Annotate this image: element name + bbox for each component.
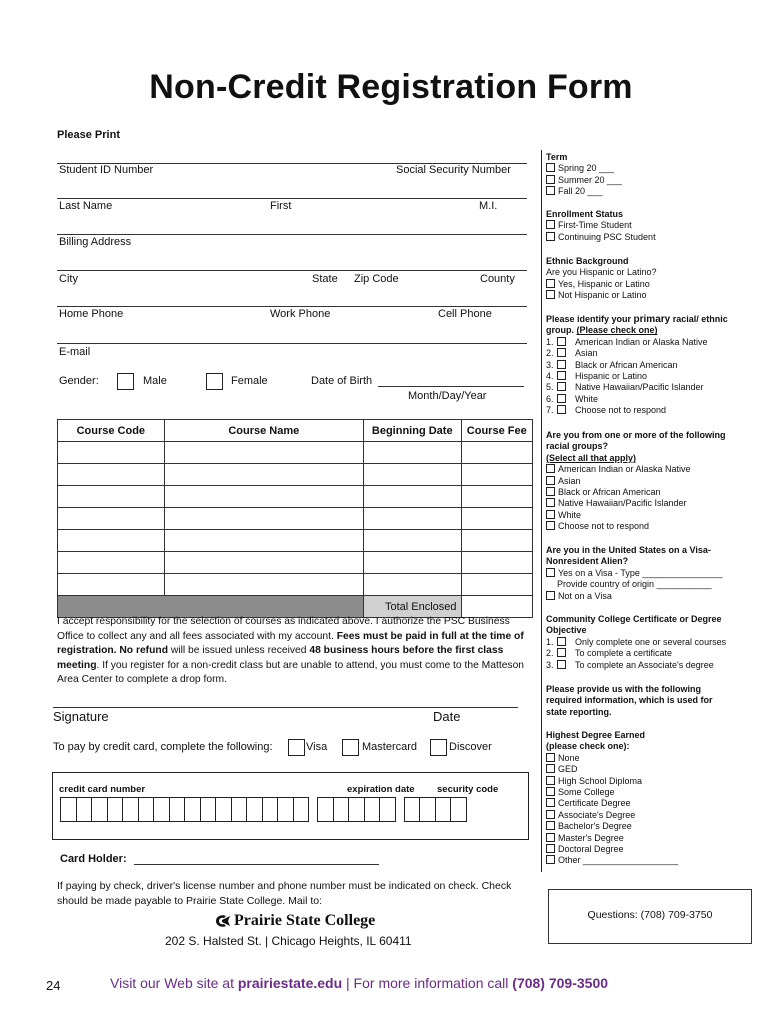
list-item[interactable] bbox=[546, 163, 746, 174]
checkbox-label: American Indian or Alaska Native bbox=[558, 464, 691, 475]
visa-section: Are you in the United States on a Visa-Nonresident Alien? Yes on a Visa - Type ________________ Provide country of origin ___________ Not on a Visa bbox=[546, 545, 723, 601]
dob-format-label: Month/Day/Year bbox=[408, 390, 487, 402]
list-item[interactable] bbox=[546, 371, 736, 382]
female-checkbox[interactable] bbox=[206, 373, 223, 390]
gender-label: Gender: bbox=[59, 375, 99, 387]
item-number: 1. bbox=[546, 636, 554, 647]
visa-checkbox[interactable] bbox=[288, 739, 305, 756]
checkbox[interactable] bbox=[546, 510, 555, 519]
item-number: 4. bbox=[546, 371, 554, 382]
list-item[interactable] bbox=[546, 637, 731, 648]
last-name-label: Last Name bbox=[59, 200, 113, 212]
discover-label: Discover bbox=[449, 741, 492, 753]
list-item[interactable] bbox=[546, 821, 746, 832]
date-label: Date bbox=[433, 709, 461, 724]
mi-label: M.I. bbox=[479, 200, 498, 212]
checkbox-label: Black or African American bbox=[558, 487, 661, 498]
list-item[interactable] bbox=[546, 348, 736, 359]
list-item[interactable] bbox=[546, 810, 746, 821]
checkbox-label: Asian bbox=[575, 348, 598, 359]
agreement-text: I accept responsibility for the selection of courses as indicated above. I authorize the PSC Business Office to collect any and all fees associated with my account. Fees must be paid in full at the time of registration. No refund will be issued unless received 48 business hours before the first class meeting. If you register for a non-credit class but are unable to attend, you must come to the Matteson Area Center to complete a drop form. bbox=[57, 616, 525, 686]
list-item[interactable] bbox=[546, 787, 746, 798]
list-item[interactable] bbox=[546, 382, 736, 393]
email-line[interactable] bbox=[57, 343, 527, 344]
course-fee-header: Course Fee bbox=[461, 420, 532, 442]
checkbox[interactable] bbox=[557, 337, 566, 346]
mastercard-checkbox[interactable] bbox=[342, 739, 359, 756]
ethnic-section: Ethnic Background Are you Hispanic or Latino? Yes, Hispanic or Latino Not Hispanic or Latino bbox=[546, 256, 746, 302]
cc-number-input[interactable] bbox=[60, 797, 466, 822]
security-code-label: security code bbox=[437, 784, 499, 795]
list-item[interactable] bbox=[546, 279, 746, 290]
checkbox-label: Asian bbox=[558, 475, 581, 486]
list-item[interactable] bbox=[546, 833, 746, 844]
expiration-label: expiration date bbox=[347, 784, 415, 795]
enrollment-section: Enrollment Status First-Time Student Continuing PSC Student bbox=[546, 209, 746, 243]
primary-race-section: Please identify your primary racial/ ethnic group. (Please check one) 1. American Indian or Alaska Native 2. Asian 3. Black or African American 4. Hispanic or Latino 5. Native Hawaiian/Pacific Islander 6. White 7. Choose not to respond bbox=[546, 314, 736, 417]
list-item[interactable] bbox=[546, 232, 746, 243]
table-row[interactable] bbox=[58, 464, 533, 486]
item-number: 1. bbox=[546, 336, 554, 347]
cell-phone-label: Cell Phone bbox=[438, 308, 492, 320]
checkbox[interactable] bbox=[546, 787, 555, 796]
checkbox-label: Fall 20 ___ bbox=[558, 186, 603, 197]
course-code-header: Course Code bbox=[58, 420, 165, 442]
checkbox[interactable] bbox=[546, 521, 555, 530]
checkbox-label: To complete an Associate's degree bbox=[575, 659, 714, 670]
checkbox[interactable] bbox=[546, 821, 555, 830]
card-holder-line[interactable] bbox=[134, 864, 379, 865]
checkbox[interactable] bbox=[557, 360, 566, 369]
pay-intro: To pay by credit card, complete the following: bbox=[53, 741, 273, 753]
email-label: E-mail bbox=[59, 346, 91, 358]
checkbox[interactable] bbox=[557, 637, 566, 646]
student-id-label: Student ID Number bbox=[59, 164, 154, 176]
item-number: 2. bbox=[546, 648, 554, 659]
list-item[interactable] bbox=[546, 405, 736, 416]
list-item[interactable] bbox=[546, 175, 746, 186]
list-item[interactable] bbox=[546, 290, 746, 301]
college-logo bbox=[214, 912, 375, 930]
checkbox[interactable] bbox=[557, 394, 566, 403]
checkbox-label: Master's Degree bbox=[558, 832, 624, 843]
list-item[interactable] bbox=[546, 476, 731, 487]
sidebar-divider bbox=[541, 150, 542, 872]
cert-section: Community College Certificate or Degree Objective 1. Only complete one or several courses 2. To complete a certificate 3. To complete an Associate's degree bbox=[546, 614, 731, 671]
checkbox-label: GED bbox=[558, 764, 578, 775]
phone-line[interactable] bbox=[57, 306, 527, 307]
checkbox[interactable] bbox=[546, 464, 555, 473]
list-item[interactable] bbox=[546, 521, 731, 532]
checkbox-label: American Indian or Alaska Native bbox=[575, 336, 708, 347]
checkbox[interactable] bbox=[546, 476, 555, 485]
checkbox[interactable] bbox=[546, 186, 555, 195]
checkbox[interactable] bbox=[546, 279, 555, 288]
checkbox-label: Choose not to respond bbox=[575, 405, 667, 416]
checkbox-label: Black or African American bbox=[575, 359, 678, 370]
billing-address-line[interactable] bbox=[57, 234, 527, 235]
list-item[interactable] bbox=[546, 337, 736, 348]
table-row[interactable] bbox=[58, 530, 533, 552]
male-label: Male bbox=[143, 375, 167, 387]
checkbox[interactable] bbox=[546, 798, 555, 807]
list-item[interactable] bbox=[546, 660, 731, 671]
checkbox[interactable] bbox=[546, 498, 555, 507]
checkbox-label: Hispanic or Latino bbox=[575, 371, 648, 382]
degree-section: Highest Degree Earned (please check one): None GED High School Diploma Some College Certificate Degree Associate's Degree Bachelor's Degree Master's Degree Doctoral Degree Other ___________________ bbox=[546, 730, 746, 867]
work-phone-label: Work Phone bbox=[270, 308, 331, 320]
signature-label: Signature bbox=[53, 709, 109, 724]
item-number: 2. bbox=[546, 348, 554, 359]
checkbox[interactable] bbox=[546, 764, 555, 773]
list-item[interactable] bbox=[546, 360, 736, 371]
list-item[interactable] bbox=[546, 764, 746, 775]
item-number: 3. bbox=[546, 659, 554, 670]
table-row[interactable] bbox=[58, 442, 533, 464]
checkbox[interactable] bbox=[546, 220, 555, 229]
checkbox-label: Only complete one or several courses bbox=[575, 636, 727, 647]
college-name: Prairie State College bbox=[234, 912, 376, 929]
checkbox-label: First-Time Student bbox=[558, 220, 632, 231]
list-item[interactable] bbox=[546, 510, 731, 521]
mastercard-label: Mastercard bbox=[362, 741, 418, 753]
checkbox-label: Continuing PSC Student bbox=[558, 231, 656, 242]
list-item[interactable] bbox=[546, 464, 731, 475]
table-row[interactable] bbox=[58, 552, 533, 574]
checkbox-label: White bbox=[558, 509, 582, 520]
table-row[interactable] bbox=[58, 486, 533, 508]
checkbox[interactable] bbox=[546, 753, 555, 762]
checkbox-label: White bbox=[575, 393, 599, 404]
please-print-label: Please Print bbox=[57, 129, 120, 141]
checkbox-label: Certificate Degree bbox=[558, 798, 631, 809]
checkbox-label: Native Hawaiian/Pacific Islander bbox=[575, 382, 704, 393]
item-number: 3. bbox=[546, 359, 554, 370]
checkbox[interactable] bbox=[546, 810, 555, 819]
home-phone-label: Home Phone bbox=[59, 308, 124, 320]
checkbox[interactable] bbox=[546, 855, 555, 864]
city-line[interactable] bbox=[57, 270, 527, 271]
checkbox-label: To complete a certificate bbox=[575, 648, 673, 659]
checkbox[interactable] bbox=[546, 833, 555, 842]
checkbox-label: Not Hispanic or Latino bbox=[558, 290, 647, 301]
list-item[interactable] bbox=[546, 798, 746, 809]
list-item[interactable] bbox=[546, 844, 746, 855]
checkbox[interactable] bbox=[546, 487, 555, 496]
checkbox-label: High School Diploma bbox=[558, 775, 643, 786]
checkbox-label: Yes, Hispanic or Latino bbox=[558, 278, 650, 289]
checkbox[interactable] bbox=[557, 382, 566, 391]
total-enclosed-label: Total Enclosed bbox=[363, 596, 461, 618]
checkbox-label: Doctoral Degree bbox=[558, 844, 624, 855]
page-title: Non-Credit Registration Form bbox=[149, 68, 633, 106]
discover-checkbox[interactable] bbox=[430, 739, 447, 756]
beginning-date-header: Beginning Date bbox=[363, 420, 461, 442]
first-name-label: First bbox=[270, 200, 292, 212]
check-note: If paying by check, driver's license number and phone number must be indicated on check. Check should be made payable to Prairie State College. Mail to: bbox=[57, 880, 512, 907]
dob-line[interactable] bbox=[378, 386, 524, 387]
college-logo-icon bbox=[214, 913, 232, 929]
billing-address-label: Billing Address bbox=[59, 236, 132, 248]
visa-no-checkbox[interactable] bbox=[546, 591, 555, 600]
questions-text: Questions: (708) 709-3750 bbox=[587, 909, 713, 921]
city-label: City bbox=[59, 273, 78, 285]
checkbox[interactable] bbox=[557, 660, 566, 669]
card-holder-label: Card Holder: bbox=[60, 853, 127, 865]
dob-label: Date of Birth bbox=[311, 375, 373, 387]
state-report-note: Please provide us with the following required information, which is used for state reporting. bbox=[546, 684, 713, 717]
checkbox-label: Some College bbox=[558, 787, 615, 798]
signature-line[interactable] bbox=[53, 707, 518, 708]
female-label: Female bbox=[231, 375, 268, 387]
item-number: 6. bbox=[546, 393, 554, 404]
county-label: County bbox=[480, 273, 515, 285]
checkbox[interactable] bbox=[557, 371, 566, 380]
table-row[interactable] bbox=[58, 574, 533, 596]
cc-number-label: credit card number bbox=[59, 784, 146, 795]
list-item[interactable] bbox=[546, 220, 746, 231]
course-name-header: Course Name bbox=[164, 420, 363, 442]
list-item[interactable] bbox=[546, 648, 731, 659]
questions-box bbox=[548, 889, 752, 944]
checkbox[interactable] bbox=[557, 648, 566, 657]
checkbox-label: Spring 20 ___ bbox=[558, 163, 615, 174]
multi-race-section: Are you from one or more of the following racial groups? (Select all that apply) American Indian or Alaska Native Asian Black or African American Native Hawaiian/Pacific Islander White Choose not to respond bbox=[546, 430, 731, 533]
checkbox[interactable] bbox=[546, 290, 555, 299]
list-item[interactable] bbox=[546, 753, 746, 764]
list-item[interactable] bbox=[546, 394, 736, 405]
footer-text: Visit our Web site at prairiestate.edu | For more information call (708) 709-3500 bbox=[110, 975, 609, 991]
page-number: 24 bbox=[46, 978, 61, 993]
term-section: Term Spring 20 ___ Summer 20 ___ Fall 20 ___ bbox=[546, 152, 746, 198]
list-item[interactable] bbox=[546, 855, 746, 866]
list-item[interactable] bbox=[546, 186, 746, 197]
checkbox-label: Summer 20 ___ bbox=[558, 174, 623, 185]
item-number: 5. bbox=[546, 382, 554, 393]
checkbox[interactable] bbox=[546, 844, 555, 853]
checkbox[interactable] bbox=[546, 163, 555, 172]
college-address: 202 S. Halsted St. | Chicago Heights, IL 60411 bbox=[165, 934, 412, 948]
checkbox[interactable] bbox=[557, 405, 566, 414]
checkbox-label: Choose not to respond bbox=[558, 521, 650, 532]
website-link[interactable]: prairiestate.edu bbox=[237, 975, 343, 991]
list-item[interactable] bbox=[546, 498, 731, 509]
course-table bbox=[57, 419, 533, 618]
zip-label: Zip Code bbox=[354, 273, 399, 285]
state-label: State bbox=[312, 273, 338, 285]
credit-card-box bbox=[52, 772, 529, 840]
male-checkbox[interactable] bbox=[117, 373, 134, 390]
visa-label: Visa bbox=[306, 741, 328, 753]
checkbox-label: Native Hawaiian/Pacific Islander bbox=[558, 498, 687, 509]
item-number: 7. bbox=[546, 405, 554, 416]
checkbox[interactable] bbox=[546, 232, 555, 241]
checkbox-label: None bbox=[558, 752, 580, 763]
checkbox[interactable] bbox=[546, 175, 555, 184]
list-item[interactable] bbox=[546, 776, 746, 787]
name-line[interactable] bbox=[57, 198, 527, 199]
checkbox-label: Other ___________________ bbox=[558, 855, 679, 866]
checkbox-label: Bachelor's Degree bbox=[558, 821, 632, 832]
list-item[interactable] bbox=[546, 487, 731, 498]
checkbox[interactable] bbox=[557, 348, 566, 357]
table-row[interactable] bbox=[58, 508, 533, 530]
checkbox-label: Associate's Degree bbox=[558, 809, 636, 820]
checkbox[interactable] bbox=[546, 776, 555, 785]
visa-yes-checkbox[interactable] bbox=[546, 568, 555, 577]
ssn-label: Social Security Number bbox=[396, 164, 511, 176]
